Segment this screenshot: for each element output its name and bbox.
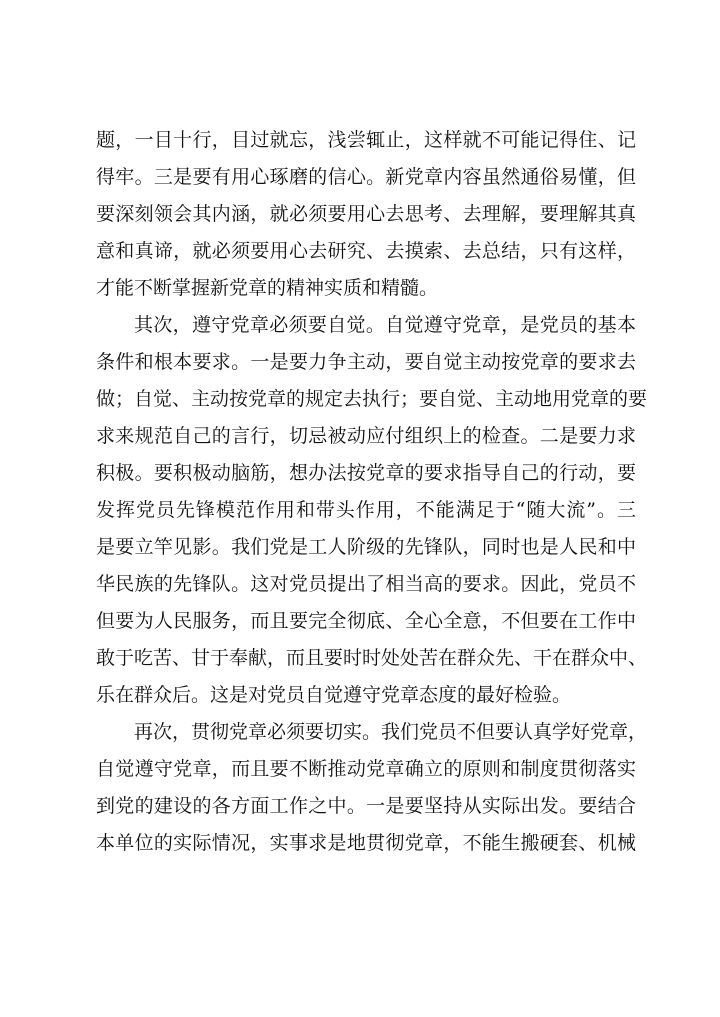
document-body bbox=[96, 122, 648, 862]
text-line: 做；自觉、主动按党章的规定去执行；要自觉、主动地用党章的要 bbox=[96, 388, 648, 410]
text-line: 得牢。三是要有用心琢磨的信心。新党章内容虽然通俗易懂，但 bbox=[96, 166, 636, 188]
text-line: 到党的建设的各方面工作之中。一是要坚持从实际出发。要结合 bbox=[96, 795, 636, 817]
text-line: 发挥党员先锋模范作用和带头作用，不能满足于“随大流”。三 bbox=[96, 499, 636, 521]
text-line: 积极。要积极动脑筋，想办法按党章的要求指导自己的行动，要 bbox=[96, 462, 636, 484]
text-line: 意和真谛，就必须要用心去研究、去摸索、去总结，只有这样， bbox=[96, 240, 636, 262]
paragraph-2 bbox=[96, 307, 648, 714]
text-line: 华民族的先锋队。这对党员提出了相当高的要求。因此，党员不 bbox=[96, 573, 636, 595]
text-line: 求来规范自己的言行，切忌被动应付组织上的检查。二是要力求 bbox=[96, 425, 636, 447]
text-line: 乐在群众后。这是对党员自觉遵守党章态度的最好检验。 bbox=[96, 684, 572, 706]
text-line: 自觉遵守党章，而且要不断推动党章确立的原则和制度贯彻落实 bbox=[96, 758, 636, 780]
text-line: 其次，遵守党章必须要自觉。自觉遵守党章，是党员的基本 bbox=[134, 314, 636, 336]
text-line: 再次，贯彻党章必须要切实。我们党员不但要认真学好党章， bbox=[134, 721, 648, 743]
paragraph-3 bbox=[96, 714, 648, 862]
text-line: 敢于吃苦、甘于奉献，而且要时时处处苦在群众先、干在群众中、 bbox=[96, 647, 648, 669]
text-line: 但要为人民服务，而且要完全彻底、全心全意，不但要在工作中 bbox=[96, 610, 636, 632]
paragraph-1 bbox=[96, 122, 636, 307]
text-line: 要深刻领会其内涵，就必须要用心去思考、去理解，要理解其真 bbox=[96, 203, 636, 225]
text-line: 题，一目十行，目过就忘，浅尝辄止，这样就不可能记得住、记 bbox=[96, 129, 636, 151]
text-line: 才能不断掌握新党章的精神实质和精髓。 bbox=[96, 277, 439, 299]
text-line: 本单位的实际情况，实事求是地贯彻党章，不能生搬硬套、机械 bbox=[96, 832, 636, 854]
text-line: 条件和根本要求。一是要力争主动，要自觉主动按党章的要求去 bbox=[96, 351, 636, 373]
text-line: 是要立竿见影。我们党是工人阶级的先锋队，同时也是人民和中 bbox=[96, 536, 636, 558]
